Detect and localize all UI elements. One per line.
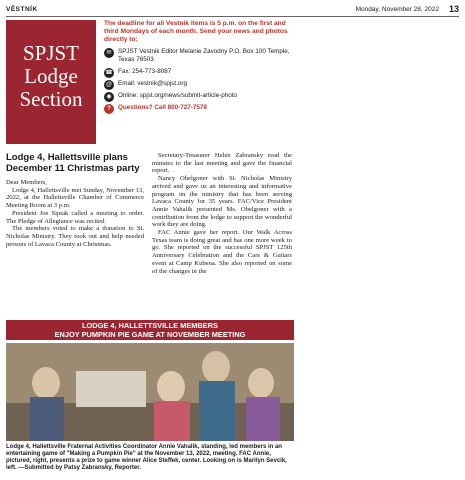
mail-row: ✉ SPJST Vestnik Editor Melanie Zavodny P.O. Box 100 Temple, Texas 76503: [104, 48, 294, 64]
pumpkin-pie-banner: LODGE 4, HALLETTSVILLE MEMBERS ENJOY PUMPKIN PIE GAME AT NOVEMBER MEETING: [6, 320, 294, 340]
pumpkin-pie-photo: [6, 343, 294, 441]
mail-icon: ✉: [104, 48, 114, 58]
masthead: [6, 4, 459, 17]
deadline-info: [104, 20, 294, 112]
question-icon: ?: [104, 104, 114, 114]
lodge-section-logo: SPJST Lodge Section: [6, 20, 96, 144]
fax-icon: ☎: [105, 70, 113, 76]
paper-name: VĒSTNÍK: [6, 6, 38, 13]
email-row[interactable]: @ Email: vestnik@spjst.org: [105, 80, 188, 88]
issue-date: Monday, November 28, 2022: [355, 6, 439, 13]
article-christmas-plans-col2: Secretary-Treasurer Helen Zabransky read the minutes to the last meeting and gave the financial report. Nancy Obelgoner with St. Nicholas Ministry arrived and gave us an interesting and informative program on the ministry that has been serving Lavaca County for 35 years. FAC/Vice President Annie Vahalik presented Ms. Obelgoner with a contribution from the lodge to support the wonderful work they are doing. FAC Annie gave her report. Our Walk Across Texas team is doing great and has one more week to go. She reported on the successful SPJST 125th Anniversary Celebration and the Cars & Guitars event at Camp Kubena. She also reported on some of the changes in the: [152, 152, 292, 275]
page-number: 13: [448, 4, 459, 14]
globe-icon: ◉: [104, 92, 114, 102]
article-christmas-plans: Lodge 4, Hallettsville plans December 11 Christmas party Dear Members, Lodge 4, Hallettsville met Sunday, November 13, 2022, at the Hallettsville Chamber of Commerce Meeting Room at 3 p.m. President Joe Siptak called a meeting to order. The Pledge of Allegiance was recited. The members voted to make a donation to St. Nicholas Ministry. They took out and help needed persons of Lavaca County at Christmas.: [6, 152, 144, 248]
headline: Lodge 4, Hallettsville plans December 11 Christmas party: [6, 152, 140, 174]
fax-row: ☎ Fax: 254-773-8087: [105, 68, 172, 76]
photo-caption: Lodge 4, Hallettsville Fraternal Activities Coordinator Annie Vahalik, standing, led members in an entertaining game of "Making a Pumpkin Pie" at the November 13, 2022, meeting. FAC Annie, pictured, right, presents a prize to game winner Alice Steffek, center. Looking on is Marilyn Sevcik, left. —Submitted by Patsy Zabransky, Reporter.: [6, 444, 287, 471]
deadline-box: [6, 20, 294, 148]
online-row[interactable]: ◉ Online: spjst.org/news/submit-article-photo: [104, 92, 294, 100]
email-icon: @: [105, 82, 113, 88]
deadline-heading: The deadline for all Vestnik items is 5 p.m. on the first and third Mondays of each month. Send your news and photos directly to:: [104, 20, 288, 43]
questions-row: ? Questions? Call 800-727-7578: [104, 104, 294, 112]
